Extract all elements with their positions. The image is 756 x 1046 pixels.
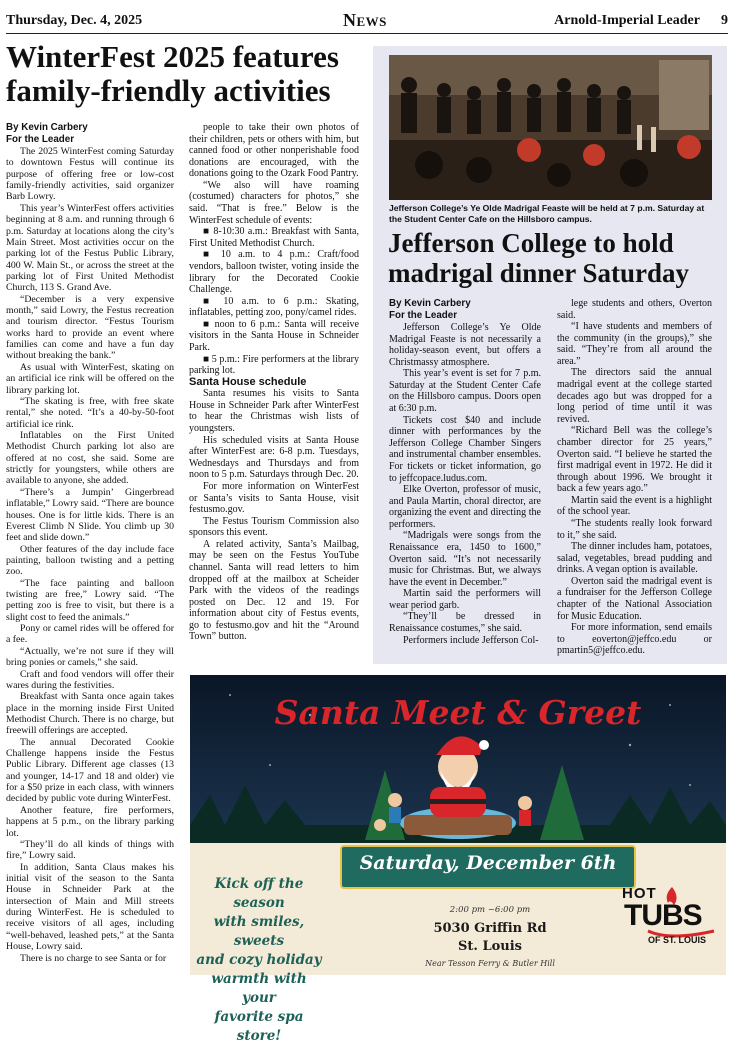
article1-byline [6, 122, 174, 146]
paragraph: “The skating is free, with free skate rental,” she noted. “It’s a 40-by-50-foot artificial ice rink. [6, 395, 174, 430]
paragraph: people to take their own photos of their children, pets or others with him, but canned food or other nonperishable food donations are encouraged, with the donations going to the Ozark Food Pantry. [189, 122, 359, 180]
paragraph: “We also will have roaming (costumed) characters for photos,” she said. “That is free.” Below is the WinterFest schedule of events: [189, 179, 359, 226]
paragraph: Jefferson College’s Ye Olde Madrigal Feaste is not necessarily a holiday-season event, but offers a Christmassy atmosphere. [389, 322, 541, 368]
paragraph: “They’ll be dressed in Renaissance costumes,” she said. [389, 611, 541, 635]
byline-author: By Kevin Carbery [389, 298, 471, 309]
paragraph: The directors said the annual madrigal event at the college started decades ago but was dropped for a long period of time until it was revived. [557, 367, 712, 425]
article1-column-2-top [189, 122, 359, 377]
tagline-line: warmth with your [211, 971, 307, 1006]
paragraph: Martin said the performers will wear period garb. [389, 588, 541, 611]
paragraph: Other features of the day include face painting, balloon twisting and a petting zoo. [6, 543, 174, 578]
paragraph: “They’ll do all kinds of things with fire,” Lowry said. [6, 838, 174, 862]
article1-column-1 [6, 122, 174, 964]
paragraph: ■ 10 a.m. to 4 p.m.: Craft/food vendors, balloon twister, voting inside the library for the Decorated Cookie Challenge. [189, 249, 359, 296]
paragraph: “The students really look forward to it,” she said. [557, 517, 712, 541]
article1-headline: WinterFest 2025 features family-friendly activities [6, 39, 339, 108]
tagline-line: with smiles, sweets [213, 914, 305, 949]
tagline-line: Kick off the season [214, 876, 304, 911]
ad-date: Saturday, December 6th [359, 852, 617, 874]
ad-title: Santa Meet & Greet [274, 693, 642, 732]
paragraph: ■ 5 p.m.: Fire performers at the library parking lot. [189, 353, 359, 377]
paragraph: His scheduled visits at Santa House after WinterFest are: 6-8 p.m. Tuesdays, Wednesdays and Thursdays and from noon to 5 p.m. Saturdays through Dec. 20. [189, 434, 359, 481]
santa-advertisement[interactable] [190, 675, 726, 1044]
issue-date: Thursday, Dec. 4, 2025 [6, 13, 143, 28]
article1-column-2-bottom [189, 388, 359, 643]
paragraph: A related activity, Santa’s Mailbag, may be seen on the Festus YouTube channel. Santa will read letters to him dropped off at the mailbox at Scheider Park with the videos of the readings posted on Dec. 12 and 19. For information about city of Festus events, go to festusmo.gov and hit the “Around Town” button. [189, 538, 359, 643]
byline-author: By Kevin Carbery [6, 122, 88, 133]
paragraph: lege students and others, Overton said. [557, 298, 712, 321]
photo-caption: Jefferson College’s Ye Olde Madrigal Feaste will be held at 7 p.m. Saturday at the Student Center Cafe on the Hillsboro campus. [389, 203, 705, 224]
logo-hot: HOT [622, 885, 657, 902]
paragraph: Another feature, fire performers, happens at 5 p.m., on the library parking lot. [6, 804, 174, 839]
paragraph: For more information on WinterFest or Santa’s visits to Santa House, visit festusmo.gov. [189, 480, 359, 516]
paragraph: The 2025 WinterFest coming Saturday to downtown Festus will continue its purpose of offering free or low-cost family-friendly activities, said organizer Barb Lowry. [6, 146, 174, 203]
paragraph: The annual Decorated Cookie Challenge happens inside the Festus Public Library. Different age classes (13 and younger, 14-17 and 18 and older) vie for a $50 prize in each class, with winners decided by public vote during WinterFest. [6, 736, 174, 805]
ad-directions: Near Tesson Ferry & Butler Hill [425, 959, 555, 968]
paragraph: “Madrigals were songs from the Renaissance era, 1450 to 1600,” Overton said. “It’s not necessarily music for Christmas. But, we always have the event in December.” [389, 530, 541, 588]
paragraph: “There’s a Jumpin’ Gingerbread inflatable,” Lowry said. “There are bounce houses. One is for little kids. There is an Everest Climb N Slide. You climb up 30 feet and slide down.” [6, 486, 174, 544]
photo-illustration [389, 55, 712, 200]
paragraph: Breakfast with Santa once again takes place in the morning inside First United Methodist Church. There is no charge, but freewill offerings are accepted. [6, 691, 174, 737]
page-header [6, 10, 728, 32]
paragraph: “December is a very expensive month,” said Lowry, the Festus recreation and tourism director. “Festus Tourism works hard to provide an event where families can come and have a fun day without breaking the bank.” [6, 293, 174, 362]
paragraph: The dinner includes ham, potatoes, salad, vegetables, bread pudding and drinks. A vegan option is available. [557, 541, 712, 576]
paragraph: “Actually, we’re not sure if they will bring ponies or camels,” she said. [6, 645, 174, 669]
section-name: News [343, 10, 387, 30]
logo-subtitle: OF ST. LOUIS [648, 935, 707, 945]
logo-tubs: TUBS [624, 899, 702, 932]
paragraph: Santa resumes his visits to Santa House in Schneider Park after WinterFest to hear the Christmas wish lists of youngsters. [189, 388, 359, 435]
paragraph: This year’s WinterFest offers activities beginning at 8 a.m. and running through 6 p.m. Saturday at locations along the city’s Main Street. Most activities occur on the parking lot of the Festus Public Library, 400 W. Main St., or across the street at the parking lot of First United Methodist Church, 113 S. Grand Ave. [6, 202, 174, 294]
paragraph: Elke Overton, professor of music, and Paula Martin, choral director, are organizing the event and directing the performers. [389, 484, 541, 530]
paragraph: Overton said the madrigal event is a fundraiser for the Jefferson College chapter of the National Association for Music Education. [557, 575, 712, 622]
byline-org: For the Leader [6, 134, 75, 145]
paragraph: ■ noon to 6 p.m.: Santa will receive visitors in the Santa House in Schneider Park. [189, 318, 359, 353]
paragraph: The Festus Tourism Commission also sponsors this event. [189, 515, 359, 539]
page-number: 9 [721, 13, 728, 28]
newspaper-name: Arnold-Imperial Leader [554, 13, 700, 28]
paragraph: For more information, send emails to eoverton@jeffco.edu or pmartin5@jeffco.edu. [557, 622, 712, 657]
article2-headline: Jefferson College to hold madrigal dinner Saturday [388, 228, 690, 288]
paragraph: Pony or camel rides will be offered for a fee. [6, 623, 174, 646]
address-line: 5030 Griffin Rd [433, 921, 547, 936]
tagline-line: favorite spa store! [214, 1009, 304, 1044]
paragraph: ■ 8-10:30 a.m.: Breakfast with Santa, First United Methodist Church. [189, 226, 359, 249]
header-rule [6, 33, 728, 34]
tagline-line: and cozy holiday [196, 952, 322, 968]
paragraph: Inflatables on the First United Methodist Church parking lot also are offered at no cost, she said. Some are strictly for youngsters, while others are available to anyone, she added. [6, 429, 174, 487]
ad-address [380, 920, 600, 956]
paragraph: ■ 10 a.m. to 6 p.m.: Skating, inflatables, petting zoo, pony/camel rides. [189, 295, 359, 319]
article2-column-2 [557, 298, 712, 657]
madrigal-photo [389, 55, 712, 200]
paragraph: Martin said the event is a highlight of the school year. [557, 494, 712, 518]
paragraph: “The face painting and balloon twisting are free,” Lowry said. “The petting zoo is free to visit, but there is a slight cost to feed the animals.” [6, 577, 174, 623]
ad-tagline [196, 875, 322, 1046]
paragraph: As usual with WinterFest, skating on an artificial ice rink will be offered on the library parking lot. [6, 361, 174, 396]
address-line: St. Louis [458, 939, 522, 954]
paragraph: In addition, Santa Claus makes his initial visit of the season to the Santa House in Schneider Park at the intersection of Main and Mill streets during WinterFest. He is scheduled to receive visitors of all ages, including “well-behaved, leashed pets,” at the Santa House, Lowry said. [6, 861, 174, 953]
ad-time: 2:00 pm ~6:00 pm [449, 905, 531, 915]
article2-column-1 [389, 298, 541, 646]
paragraph: This year’s event is set for 7 p.m. Saturday at the Student Center Cafe on the Hillsboro campus. Doors open at 6:30 p.m. [389, 368, 541, 415]
paragraph: Performers include Jefferson Col- [403, 634, 539, 646]
paragraph: “I have students and members of the community (in the groups),” she said. “They’re from all around the area.” [557, 321, 712, 367]
paragraph: There is no charge to see Santa or for [20, 952, 167, 964]
paragraph: “Richard Bell was the college’s chamber director for 25 years,” Overton said. “I believe he started the first madrigal event in 1972. He did it through about 1996. We brought it back a few years ago.” [557, 425, 712, 495]
paragraph: Craft and food vendors will offer their wares during the festivities. [6, 668, 174, 691]
article1-column-2 [189, 122, 359, 643]
article2-byline [389, 298, 541, 322]
paragraph: Tickets cost $40 and include dinner with performances by the Jefferson College Chamber Singers and instrumental chamber ensembles. For tickets or ticket information, go to jeffcopace.ludus.com. [389, 414, 541, 484]
article1-subhead: Santa House schedule [189, 375, 307, 388]
byline-org: For the Leader [389, 310, 458, 321]
hot-tubs-logo [618, 883, 722, 963]
